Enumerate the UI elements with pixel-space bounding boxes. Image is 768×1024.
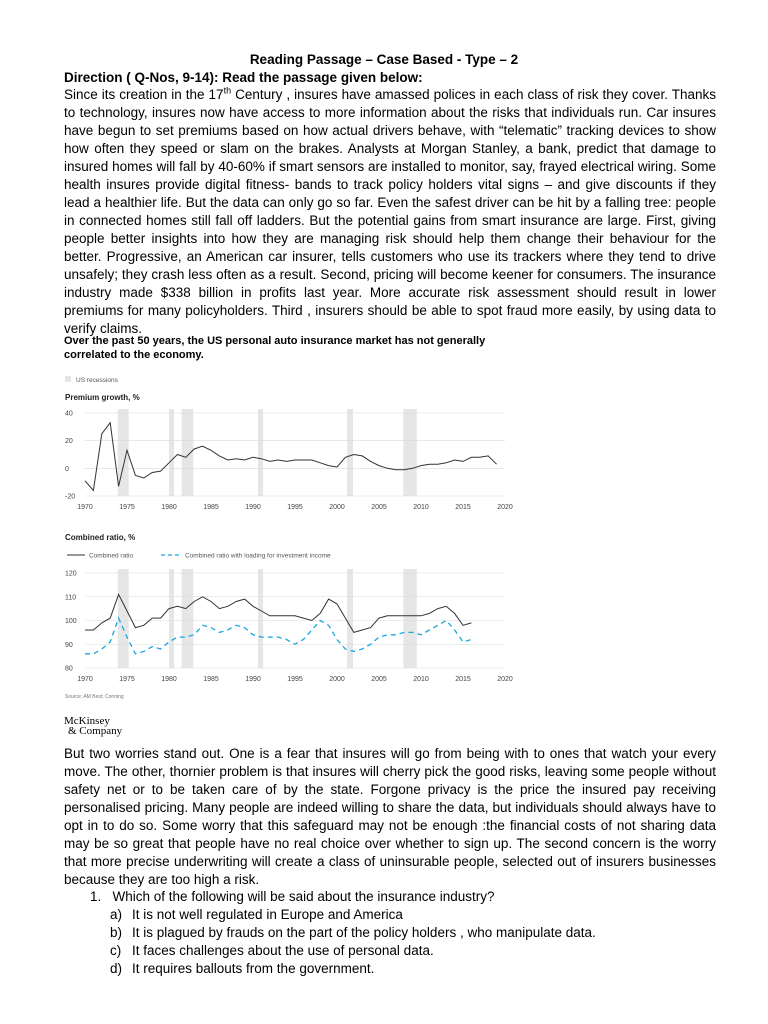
question-1 <box>90 888 495 906</box>
recession-band <box>403 569 416 668</box>
page-title: Reading Passage – Case Based - Type – 2 <box>249 52 519 67</box>
x-tick-label: 2015 <box>455 504 471 511</box>
option-a[interactable] <box>110 906 596 924</box>
x-tick-label: 2005 <box>371 676 387 683</box>
recession-band <box>258 409 263 496</box>
x-tick-label: 1970 <box>77 504 93 511</box>
option-label: a) <box>110 907 123 922</box>
option-c[interactable] <box>110 942 596 960</box>
y-tick-label: 80 <box>65 665 73 673</box>
chart2-y-ticks <box>65 571 77 673</box>
logo-line-1: McKinsey <box>64 715 110 727</box>
loading-legend-label: Combined ratio with loading for investment income <box>185 552 331 560</box>
answer-options <box>110 906 596 978</box>
chart1-y-ticks <box>65 411 75 501</box>
option-text: It is not well regulated in Europe and America <box>132 907 403 922</box>
chart-source: Source: AM Best; Conning <box>65 694 124 700</box>
x-tick-label: 1980 <box>161 676 177 683</box>
combined-ratio-legend-label: Combined ratio <box>89 552 134 560</box>
option-text: It requires ballouts from the government. <box>132 961 375 976</box>
y-tick-label: 20 <box>65 438 73 446</box>
x-tick-label: 2000 <box>329 504 345 511</box>
x-tick-label: 2010 <box>413 504 429 511</box>
y-tick-label: -20 <box>65 493 76 501</box>
y-tick-label: 120 <box>65 570 77 578</box>
option-text: It faces challenges about the use of personal data. <box>132 943 434 958</box>
recession-legend-label: US recessions <box>76 377 118 384</box>
x-tick-label: 1985 <box>203 676 219 683</box>
x-tick-label: 2005 <box>371 504 387 511</box>
chart-heading: Over the past 50 years, the US personal auto insurance market has not generally correlated to the economy. <box>64 335 486 361</box>
y-tick-label: 100 <box>65 618 77 625</box>
passage-paragraph-2: But two worries stand out. One is a fear that insures will go from being with to ones that watch your every move. The other, thornier problem is that insures will cherry pick the good risks, leaving some people without safety net or to be taken care of by the state. Forgone privacy is the price the insured pay receiving personalised pricing. Many people are indeed willing to share the data, but individuals should always have to opt in to do so. Some worry that this safeguard may not be enough :the financial costs of not sharing data may be so great that people have no real choice over whether to sign up. The second concern is the worry that more precise underwriting will create a class of uninsurable people, selected out of insurers businesses because they are too high a risk. <box>64 746 716 887</box>
recession-band <box>347 569 353 668</box>
recession-band <box>169 569 174 668</box>
chart1-recession-bands <box>118 409 417 496</box>
option-b[interactable] <box>110 924 596 942</box>
chart2-gridlines <box>85 573 505 668</box>
y-tick-label: 90 <box>65 641 73 649</box>
chart2-recession-bands <box>118 569 417 668</box>
direction-heading: Direction ( Q-Nos, 9-14): Read the passage given below: <box>64 70 423 85</box>
recession-band <box>169 409 174 496</box>
premium-growth-line <box>85 423 497 491</box>
question-number: 1. <box>90 889 102 904</box>
x-tick-label: 1995 <box>287 504 303 511</box>
superscript-th: th <box>223 85 232 96</box>
recession-legend-swatch <box>65 376 71 382</box>
x-tick-label: 2000 <box>329 676 345 683</box>
option-d[interactable] <box>110 960 596 978</box>
x-tick-label: 2010 <box>413 676 429 683</box>
chart1-x-ticks <box>77 504 513 511</box>
x-tick-label: 1975 <box>119 504 135 511</box>
charts-figure <box>55 368 525 708</box>
recession-band <box>403 409 416 496</box>
mckinsey-logo <box>64 716 122 736</box>
x-tick-label: 1970 <box>77 676 93 683</box>
x-tick-label: 1995 <box>287 676 303 683</box>
option-label: c) <box>110 943 122 958</box>
logo-line-2: & Company <box>68 725 123 737</box>
chart1-gridlines <box>85 413 505 496</box>
recession-band <box>258 569 263 668</box>
y-tick-label: 40 <box>65 410 73 418</box>
question-text: Which of the following will be said about the insurance industry? <box>112 889 495 904</box>
recession-band <box>347 409 353 496</box>
x-tick-label: 1975 <box>119 676 135 683</box>
chart2-x-ticks <box>77 676 513 683</box>
y-tick-label: 110 <box>65 594 77 602</box>
chart2-title: Combined ratio, % <box>65 533 136 542</box>
option-text: It is plagued by frauds on the part of the policy holders , who manipulate data. <box>132 925 596 940</box>
y-tick-label: 0 <box>65 465 69 473</box>
chart1-title: Premium growth, % <box>65 393 140 402</box>
recession-band <box>182 409 194 496</box>
option-label: b) <box>110 925 123 940</box>
passage-paragraph-1 <box>64 86 716 338</box>
x-tick-label: 2015 <box>455 676 471 683</box>
x-tick-label: 1985 <box>203 504 219 511</box>
x-tick-label: 2020 <box>497 504 513 511</box>
x-tick-label: 1980 <box>161 504 177 511</box>
x-tick-label: 1990 <box>245 504 261 511</box>
x-tick-label: 1990 <box>245 676 261 683</box>
recession-band <box>182 569 194 668</box>
x-tick-label: 2020 <box>497 676 513 683</box>
passage-text-start: Since its creation in the 17 <box>64 87 224 102</box>
option-label: d) <box>110 961 123 976</box>
passage-text-rest: Century , insures have amassed polices in each class of risk they cover. Thanks to technology, insures now have access to more information about the risks that individuals run. Car insures have begun to set premiums based on how actual drivers behave, with “telematic” tracking devices to show how often they speed or slam on the brakes. Analysts at Morgan Stanley, a bank, predict that damage to insured homes will fall by 40-60% if smart sensors are installed to monitor, say, frayed electrical wiring. Some health insures provide digital fitness- bands to track policy holders vital signs – and give discounts if they lead a healthier life. But the data can only go so far. Even the safest driver can be hit by a falling tree: people in connected homes still fall off ladders. But the potential gains from smart insurance are large. First, giving people better insights into how they are managing risk should help them change their behaviour for the better. Progressive, an American car insurer, tells customers who use its trackers where they tend to drive unsafely; they crash less often as a result. Second, pricing will become keener for consumers. The insurance industry made $338 billion in profits last year. More accurate risk assessment should result in lower premiums for many policyholders. Third , insurers should be able to spot fraud more easily, by using data to verify claims. <box>64 87 717 336</box>
